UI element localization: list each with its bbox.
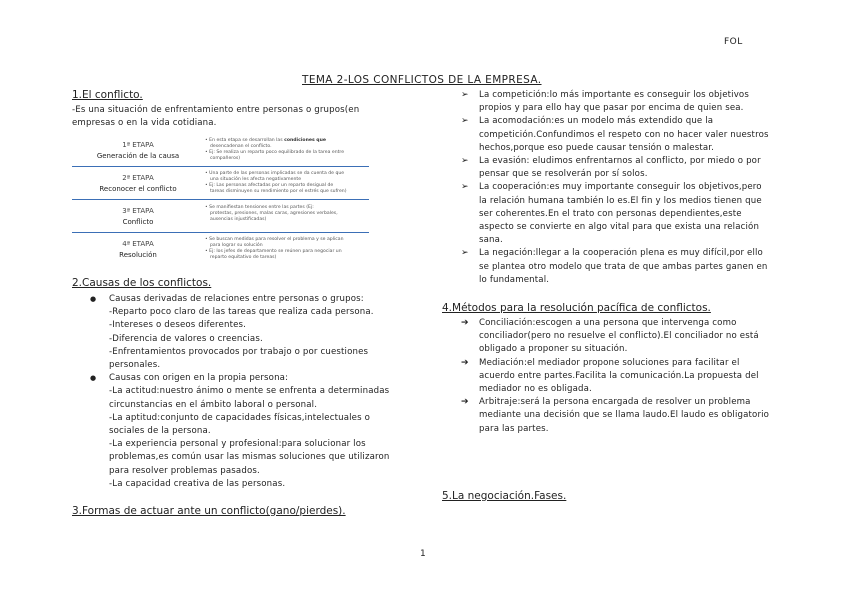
list-item-line: La evasión: eludimos enfrentarnos al conflicto, por miedo o por (479, 156, 761, 167)
list-item-line: -Reparto poco claro de las tareas que realiza cada persona. (109, 307, 374, 318)
stage-row (72, 201, 369, 233)
section3-heading: 3.Formas de actuar ante un conflicto(gano/pierdes). (72, 505, 346, 517)
arrowhead-bullet-icon: ➢ (461, 182, 469, 193)
list-item-line: La competición:lo más importante es conseguir los objetivos (479, 90, 749, 100)
stage-label: Reconocer el conflicto (99, 185, 177, 193)
list-item-title: Causas con origen en la propia persona: (109, 373, 289, 384)
list-item-line: ser coherentes.En el trato con personas dependientes,este (479, 208, 742, 219)
list-item-line: -Diferencia de valores o creencias. (109, 333, 263, 344)
stage-description (205, 138, 369, 162)
header-fol: FOL (724, 37, 743, 47)
bullet-dot-icon: ● (90, 374, 97, 383)
stage-label: Generación de la causa (96, 152, 180, 160)
stage-name-cell (72, 239, 204, 261)
stage-desc-line: • Una parte de las personas implicadas se da cuenta de que (205, 171, 345, 176)
stage-desc-line: • Ej: Las personas afectadas por un reparto desigual de (205, 183, 334, 188)
list-item-line: Mediación:el mediador propone soluciones para facilitar el (479, 357, 740, 368)
table-rule (72, 199, 369, 200)
stage-description (205, 171, 369, 195)
list-item-line: -Intereses o deseos diferentes. (109, 320, 247, 331)
page-number: 1 (420, 549, 426, 559)
list-item-line: lo fundamental. (479, 274, 550, 285)
stage-desc-line: una situación les afecta negativamente (210, 177, 302, 182)
list-item-title: Causas derivadas de relaciones entre personas o grupos: (109, 294, 364, 304)
list-item (90, 372, 390, 491)
list-item-line: se plantea otro modelo que trata de que ambas partes ganen en (479, 261, 768, 272)
stage-number: 4ª ETAPA (122, 240, 154, 248)
resolution-methods-list (461, 317, 791, 436)
conflict-forms-list (461, 89, 791, 287)
conflict-stages-table (72, 135, 369, 265)
stage-desc-line: reparto equitativo de tareas) (210, 255, 277, 260)
section5-heading: 5.La negociación.Fases. (442, 490, 567, 502)
section2-heading: 2.Causas de los conflictos. (72, 277, 212, 289)
list-item-line: pensar que se resolverán por sí solos. (479, 169, 648, 180)
stage-name-cell (72, 140, 204, 162)
list-item-line: La negación:llegar a la cooperación plena es muy difícil,por ello (479, 248, 763, 259)
stage-desc-line: • Ej: los jefes de departamento se reúnen para negociar un (205, 249, 342, 254)
list-item (461, 155, 791, 181)
list-item-line: La cooperación:es muy importante conseguir los objetivos,pero (479, 182, 762, 193)
section2-list (90, 293, 390, 491)
stage-number: 2ª ETAPA (122, 174, 154, 182)
section1-line: -Es una situación de enfrentamiento entre personas o grupos(en (72, 105, 360, 115)
table-rule (72, 232, 369, 233)
stage-description (205, 237, 369, 261)
list-item (461, 115, 791, 155)
list-item (461, 247, 791, 287)
list-item-line: obligado a proponer su situación. (479, 344, 628, 355)
stage-number: 1ª ETAPA (122, 141, 154, 149)
list-item-line: competición.Confundimos el respeto con no hacer valer nuestros (479, 129, 769, 140)
emphasized-text: condiciones que (284, 138, 326, 143)
arrowhead-bullet-icon: ➢ (461, 116, 469, 127)
list-item (90, 293, 390, 372)
stage-label: Conflicto (122, 218, 154, 226)
stage-desc-line: tareas disminuyen su rendimiento por el estrés que sufren) (210, 189, 347, 194)
list-item-line: conciliador(pero no resuelve el conflicto).El conciliador no está (479, 331, 759, 342)
list-item-line: aspecto se convierte en algo vital para que exista una relación (479, 222, 760, 233)
section4-heading: 4.Métodos para la resolución pacífica de conflictos. (442, 302, 711, 314)
list-item-line: para resolver problemas pasados. (109, 465, 260, 476)
list-item-line: propios y para ello hay que pasar por encima de quien sea. (479, 103, 744, 114)
stage-desc-line: para lograr su solución (210, 243, 263, 248)
list-item-line: -La aptitud:conjunto de capacidades físicas,intelectuales o (109, 412, 371, 423)
stage-desc-line: ausencias injustificadas) (210, 217, 267, 222)
stage-desc-line: protestas, presiones, malas caras, agresiones verbales, (210, 211, 338, 216)
list-item-line: -La actitud:nuestro ánimo o mente se enfrenta a determinadas (109, 386, 390, 397)
stage-desc-line: compañeros) (210, 156, 241, 161)
list-item-line: problemas,es común usar las mismas soluciones que utilizaron (109, 452, 390, 463)
stage-row (72, 234, 369, 266)
list-item-line: la relación humana también lo es.El fin y los medios tienen que (479, 195, 762, 206)
arrow-bullet-icon: ➔ (461, 318, 469, 328)
section1-text (72, 104, 372, 130)
stage-name-cell (72, 173, 204, 195)
stage-desc-line: • Ej: Se realiza un reparto poco equilibrado de la tarea entre (205, 150, 345, 155)
list-item-line: circunstancias en el ámbito laboral o personal. (109, 399, 318, 410)
list-item-line: para las partes. (479, 423, 549, 434)
page-title: TEMA 2-LOS CONFLICTOS DE LA EMPRESA. (302, 74, 542, 86)
list-item-line: Conciliación:escogen a una persona que intervenga como (479, 318, 737, 328)
list-item-line: sociales de la persona. (109, 426, 211, 437)
list-item-line: sana. (479, 235, 503, 246)
stage-label: Resolución (119, 251, 157, 259)
list-item-line: mediador no es obligada. (479, 384, 592, 395)
list-item (461, 317, 791, 357)
list-item-line: La acomodación:es un modelo más extendido que la (479, 116, 714, 127)
stage-desc-line: • Se manifiestan tensiones entre las partes (Ej: (205, 205, 314, 210)
stage-row (72, 135, 369, 167)
list-item (461, 89, 791, 115)
arrowhead-bullet-icon: ➢ (461, 90, 469, 100)
list-item-line: personales. (109, 360, 161, 371)
list-item-line: Arbitraje:será la persona encargada de resolver un problema (479, 397, 751, 408)
stage-name-cell (72, 206, 204, 228)
stage-number: 3ª ETAPA (122, 207, 154, 215)
section1-line: empresas o en la vida cotidiana. (72, 118, 217, 129)
arrowhead-bullet-icon: ➢ (461, 248, 469, 259)
list-item-line: hechos,porque eso puede causar tensión o malestar. (479, 142, 715, 153)
stage-desc-line: desencadenan el conflicto. (210, 144, 272, 149)
arrow-bullet-icon: ➔ (461, 397, 469, 408)
stage-description (205, 205, 369, 223)
stage-desc-line: • Se buscan medidas para resolver el problema y se aplican (205, 237, 344, 242)
list-item-line: -La experiencia personal y profesional:para solucionar los (109, 439, 366, 450)
list-item-line: acuerdo entre partes.Facilita la comunicación.La propuesta del (479, 370, 759, 381)
list-item (461, 181, 791, 247)
list-item-line: -Enfrentamientos provocados por trabajo o por cuestiones (109, 346, 369, 357)
list-item (461, 357, 791, 397)
arrowhead-bullet-icon: ➢ (461, 156, 469, 167)
section1-heading: 1.El conflicto. (72, 89, 143, 101)
stage-row (72, 168, 369, 200)
bullet-dot-icon: ● (90, 295, 97, 303)
stage-desc-line: • En esta etapa se desarrollan las condiciones que (205, 138, 326, 143)
list-item-line: mediante una decisión que se llama laudo.El laudo es obligatorio (479, 410, 770, 421)
arrow-bullet-icon: ➔ (461, 357, 469, 368)
table-rule (72, 166, 369, 167)
list-item (461, 396, 791, 436)
list-item-line: -La capacidad creativa de las personas. (109, 478, 286, 489)
